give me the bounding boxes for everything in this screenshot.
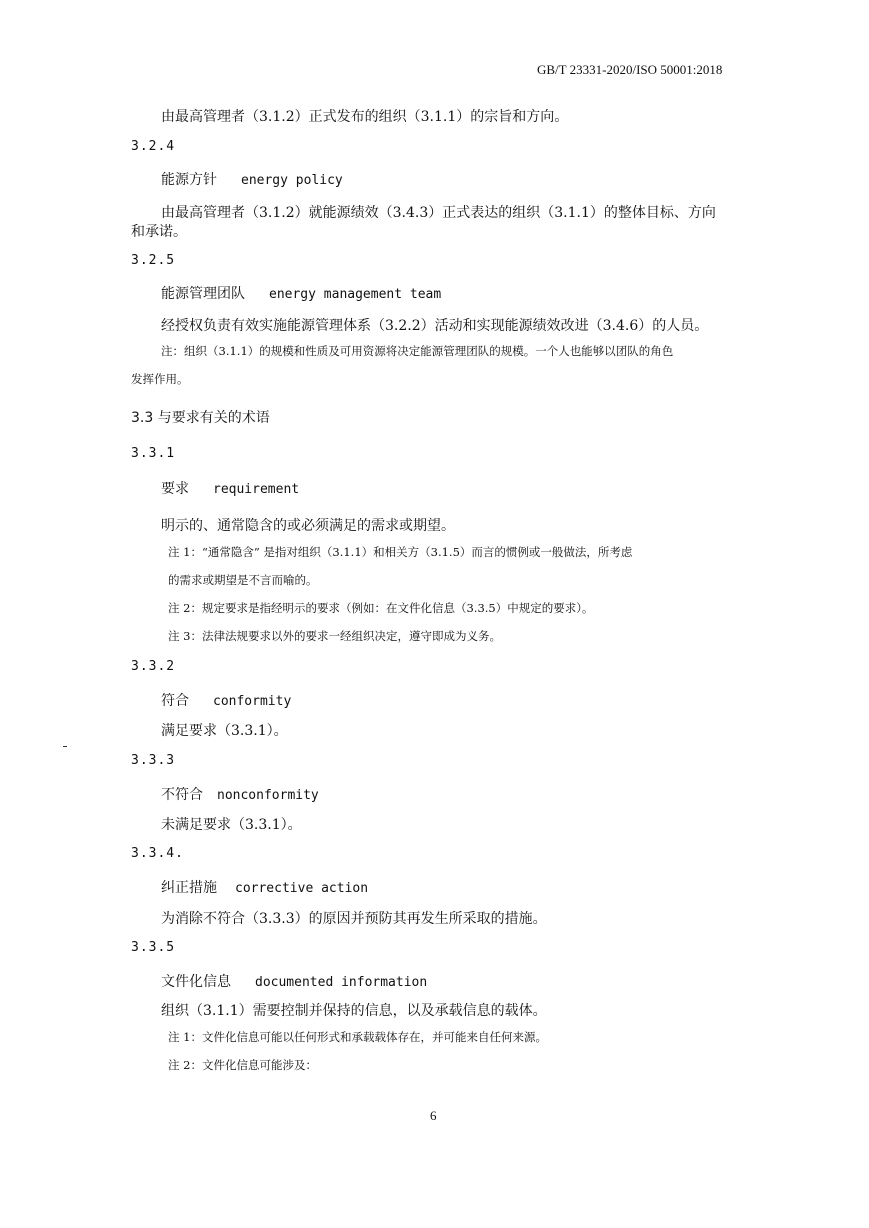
term-entry (161, 784, 319, 804)
definition-text: 明示的、通常隐含的或必须满足的需求或期望。 (161, 518, 455, 534)
term-en: nonconformity (217, 788, 319, 803)
term-zh: 纠正措施 (161, 880, 217, 896)
definition-text: 由最高管理者（3.1.2）正式发布的组织（3.1.1）的宗旨和方向。 (161, 109, 569, 125)
note-text-cont: 的需求或期望是不言而喻的。 (168, 573, 318, 587)
term-zh: 能源管理团队 (161, 286, 245, 302)
term-en: energy management team (269, 287, 442, 302)
note-text: 注 3：法律法规要求以外的要求一经组织决定，遵守即成为义务。 (168, 629, 501, 643)
definition-text: 由最高管理者（3.1.2）就能源绩效（3.4.3）正式表达的组织（3.1.1）的整体目标、方向 (161, 205, 716, 221)
margin-mark (63, 746, 67, 747)
page-number: 6 (430, 1108, 437, 1123)
term-zh: 能源方针 (161, 172, 217, 188)
definition-text: 经授权负责有效实施能源管理体系（3.2.2）活动和实现能源绩效改进（3.4.6）的人员。 (161, 318, 709, 334)
term-zh: 文件化信息 (161, 974, 231, 990)
clause-number: 3.3.2 (131, 659, 176, 674)
term-entry (161, 877, 368, 897)
clause-number: 3.2.5 (131, 253, 176, 268)
clause-number: 3.3.1 (131, 446, 176, 461)
term-en: requirement (213, 482, 300, 497)
term-entry (161, 690, 291, 710)
clause-number: 3.2.4 (131, 139, 176, 154)
note-text-cont: 发挥作用。 (131, 372, 189, 386)
term-en: conformity (213, 694, 292, 709)
term-en: documented information (255, 975, 428, 990)
definition-text: 为消除不符合（3.3.3）的原因并预防其再发生所采取的措施。 (161, 911, 547, 927)
definition-text-cont: 和承诺。 (131, 224, 187, 240)
definition-text: 未满足要求（3.3.1）。 (161, 817, 302, 833)
note-text: 注 1：“通常隐含” 是指对组织（3.1.1）和相关方（3.1.5）而言的惯例或一般做法，所考虑 (168, 545, 633, 559)
term-entry (161, 971, 427, 991)
term-entry (161, 169, 343, 189)
definition-text: 满足要求（3.3.1）。 (161, 723, 288, 739)
section-heading: 3.3 与要求有关的术语 (131, 410, 270, 426)
clause-number: 3.3.4. (131, 846, 184, 861)
term-zh: 符合 (161, 693, 189, 709)
term-en: energy policy (241, 173, 343, 188)
term-entry (161, 283, 441, 303)
note-text: 注 2：规定要求是指经明示的要求（例如：在文件化信息（3.3.5）中规定的要求）。 (168, 601, 594, 615)
clause-number: 3.3.5 (131, 940, 176, 955)
note-text: 注 1：文件化信息可能以任何形式和承载载体存在，并可能来自任何来源。 (168, 1030, 547, 1044)
definition-text: 组织（3.1.1）需要控制并保持的信息，以及承载信息的载体。 (161, 1003, 547, 1019)
note-text: 注 2：文件化信息可能涉及： (168, 1058, 317, 1072)
term-en: corrective action (235, 881, 369, 896)
term-entry (161, 478, 299, 498)
term-zh: 不符合 (161, 787, 203, 803)
note-text: 注：组织（3.1.1）的规模和性质及可用资源将决定能源管理团队的规模。一个人也能够以团队的角色 (161, 344, 674, 358)
term-zh: 要求 (161, 481, 189, 497)
document-header: GB/T 23331-2020/ISO 50001:2018 (537, 62, 723, 77)
clause-number: 3.3.3 (131, 753, 176, 768)
